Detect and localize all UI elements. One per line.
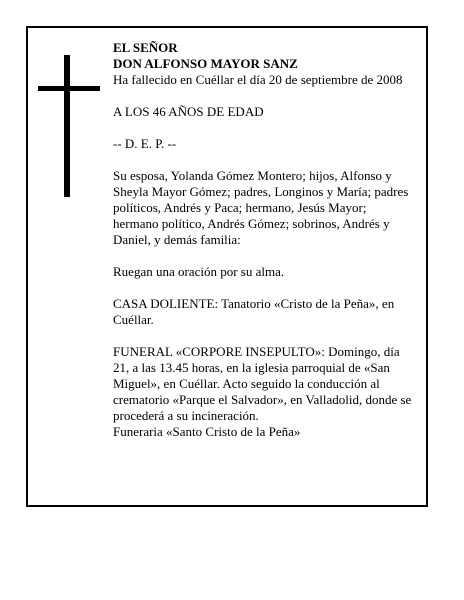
title-line-1: EL SEÑOR — [113, 40, 178, 55]
death-statement: Ha fallecido en Cuéllar el día 20 de septiembre de 2008 — [113, 72, 403, 87]
age-line: A LOS 46 AÑOS DE EDAD — [113, 104, 264, 119]
house-paragraph: CASA DOLIENTE: Tanatorio «Cristo de la Peña», en Cuéllar. — [113, 296, 395, 327]
latin-cross-icon — [38, 55, 100, 197]
family-paragraph: Su esposa, Yolanda Gómez Montero; hijos, Alfonso y Sheyla Mayor Gómez; padres, Longinos y María; padres políticos, Andrés y Paca; hermano, Jesús Mayor; hermano político, Andrés Gómez; sobrinos, Andrés y Daniel, y demás familia: — [113, 168, 409, 247]
rip-line: -- D. E. P. -- — [113, 136, 177, 151]
prayer-line: Ruegan una oración por su alma. — [113, 264, 285, 279]
deceased-name: DON ALFONSO MAYOR SANZ — [113, 56, 298, 71]
funeral-paragraph: FUNERAL «CORPORE INSEPULTO»: Domingo, día 21, a las 13.45 horas, en la iglesia parroquial de «San Miguel», en Cuéllar. Acto seguido la conducción al crematorio «Parque el Salvador», en Valladolid, donde se procederá a su incineración. — [113, 344, 412, 423]
cross-vertical-bar — [64, 55, 70, 197]
cross-horizontal-bar — [38, 86, 100, 91]
obituary-text — [113, 40, 415, 440]
funeral-home-line: Funeraria «Santo Cristo de la Peña» — [113, 424, 301, 439]
